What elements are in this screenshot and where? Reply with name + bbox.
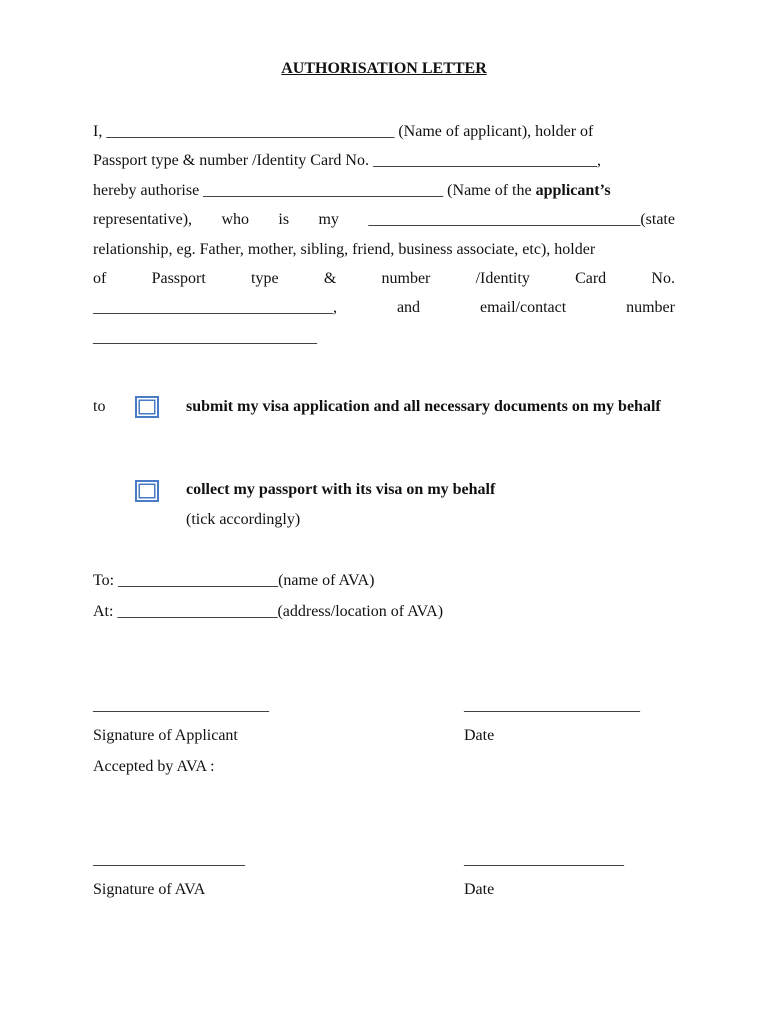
document-title: AUTHORISATION LETTER [281,60,487,77]
tick-hint: (tick accordingly) [186,511,301,528]
collect-passport-option-label: collect my passport with its visa on my behalf [186,481,496,498]
ava-date-label: Date [464,881,495,898]
paragraph-word: type [251,269,279,287]
ava-signature-line: ___________________ [93,851,245,868]
applicant-possessive-word: applicant’s [535,181,611,199]
paragraph-word: Card [575,269,607,287]
paragraph-word: who [221,211,250,229]
paragraph-line-7 [93,293,675,322]
ava-address-line: At: ____________________(address/location of AVA) [93,603,444,620]
paragraph-line-6 [93,264,675,293]
paragraph-word: number [626,299,675,317]
paragraph-word: is [278,211,290,229]
paragraph-line-2: Passport type & number /Identity Card No. ____________________________, [93,152,601,170]
ava-name-line: To: ____________________(name of AVA) [93,572,375,589]
ava-signature-label: Signature of AVA [93,881,206,898]
paragraph-word: email/contact [479,299,567,317]
paragraph-word: of [93,269,107,287]
paragraph-word: /Identity [475,269,530,287]
paragraph-word: my [318,211,339,229]
applicant-date-line: ______________________ [464,697,640,714]
paragraph-word: __________________________________(state [368,211,675,229]
paragraph-word: ______________________________, [93,299,337,317]
collect-passport-checkbox[interactable] [135,480,159,502]
to-label: to [93,398,106,415]
paragraph-word: No. [651,269,675,287]
paragraph-line-8: ____________________________ [93,328,317,346]
paragraph-line-4 [93,205,675,234]
authorisation-paragraph [93,117,675,352]
paragraph-line-1: I, ____________________________________ (Name of applicant), holder of [93,123,594,140]
paragraph-word: Passport [151,269,206,287]
paragraph-line-3-text: hereby authorise ______________________________ (Name of the [93,181,536,199]
paragraph-word: number [381,269,431,287]
applicant-signature-label: Signature of Applicant [93,727,238,744]
submit-application-option-label: submit my visa application and all necessary documents on my behalf [186,398,661,415]
paragraph-word: & [323,269,337,287]
paragraph-word: and [396,299,421,317]
accepted-by-ava-label: Accepted by AVA : [93,758,215,775]
applicant-date-label: Date [464,727,495,744]
ava-date-line: ____________________ [464,851,624,868]
applicant-signature-line: ______________________ [93,697,269,714]
submit-application-checkbox[interactable] [135,396,159,418]
paragraph-word: representative), [93,211,193,229]
paragraph-line-5: relationship, eg. Father, mother, sibling, friend, business associate, etc), holder [93,240,596,258]
paragraph-line-3 [93,176,675,205]
